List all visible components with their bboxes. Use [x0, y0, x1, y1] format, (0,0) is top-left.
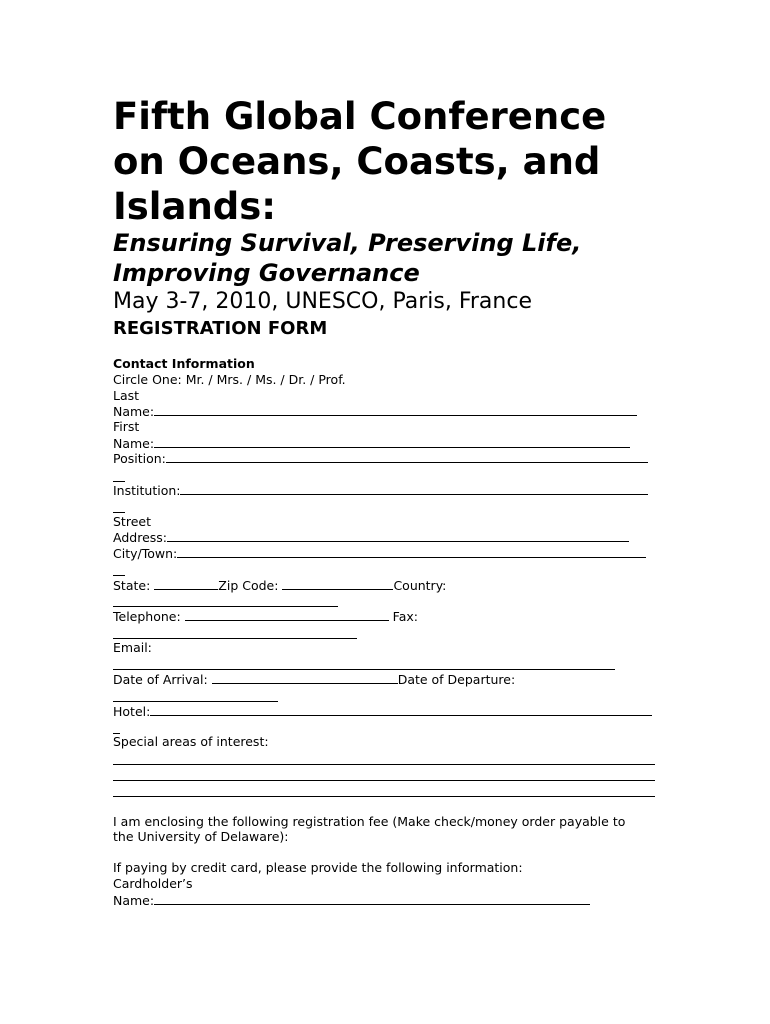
hotel-row [113, 703, 652, 720]
cardholder-label: Name: [113, 893, 155, 908]
last-name-label: Name: [113, 404, 155, 419]
city-field[interactable] [177, 545, 646, 558]
institution-row [113, 482, 648, 499]
zip-label: Zip Code: [218, 578, 279, 593]
departure-field[interactable] [113, 701, 278, 702]
interests-field-1[interactable] [113, 764, 655, 765]
last-name-label-top: Last [113, 388, 140, 403]
form-title: REGISTRATION FORM [113, 318, 328, 339]
arrival-field[interactable] [212, 671, 398, 684]
city-row [113, 545, 646, 562]
first-name-label: Name: [113, 436, 155, 451]
title-line-2: on Oceans, Coasts, and [113, 140, 601, 183]
cardholder-label-top: Cardholder’s [113, 876, 193, 891]
city-label: City/Town: [113, 546, 178, 561]
institution-field-wrap [113, 512, 125, 513]
subtitle-line-1: Ensuring Survival, Preserving Life, [113, 229, 582, 257]
conference-title [113, 94, 658, 229]
state-field[interactable] [154, 577, 218, 590]
arrival-departure-row [113, 671, 515, 688]
salutation-choice[interactable]: Circle One: Mr. / Mrs. / Ms. / Dr. / Prof. [113, 372, 346, 387]
conference-subtitle [113, 228, 658, 288]
fax-label: Fax: [392, 609, 418, 624]
zip-field[interactable] [282, 577, 393, 590]
title-line-3: Islands: [113, 185, 277, 228]
position-field[interactable] [166, 450, 648, 463]
interests-label: Special areas of interest: [113, 734, 269, 749]
last-name-field[interactable] [154, 403, 637, 416]
street-row [113, 529, 629, 546]
interests-field-2[interactable] [113, 780, 655, 781]
telephone-fax-row [113, 608, 418, 625]
hotel-label: Hotel: [113, 704, 151, 719]
email-label: Email: [113, 640, 152, 655]
conference-dates: May 3-7, 2010, UNESCO, Paris, France [113, 289, 532, 314]
position-row [113, 450, 648, 467]
interests-field-3[interactable] [113, 796, 655, 797]
first-name-label-top: First [113, 419, 140, 434]
state-zip-country-row [113, 577, 446, 594]
street-field[interactable] [167, 529, 629, 542]
cardholder-row [113, 892, 590, 909]
street-label: Address: [113, 530, 167, 545]
institution-field[interactable] [180, 482, 648, 495]
first-name-field[interactable] [154, 435, 630, 448]
contact-heading: Contact Information [113, 356, 255, 371]
title-line-1: Fifth Global Conference [113, 95, 607, 138]
subtitle-line-2: Improving Governance [113, 259, 420, 287]
hotel-field[interactable] [150, 703, 652, 716]
fax-field[interactable] [113, 638, 357, 639]
cardholder-field[interactable] [154, 892, 590, 905]
street-label-top: Street [113, 514, 151, 529]
telephone-field[interactable] [185, 608, 389, 621]
telephone-label: Telephone: [113, 609, 181, 624]
country-label: Country: [393, 578, 447, 593]
state-label: State: [113, 578, 151, 593]
fee-note-line-1: I am enclosing the following registration fee (Make check/money order payable to [113, 814, 626, 829]
arrival-label: Date of Arrival: [113, 672, 208, 687]
last-name-row [113, 403, 637, 420]
country-field[interactable] [113, 606, 338, 607]
institution-label: Institution: [113, 483, 181, 498]
card-intro: If paying by credit card, please provide the following information: [113, 860, 523, 875]
position-label: Position: [113, 451, 166, 466]
email-field[interactable] [113, 669, 615, 670]
fee-note-line-2: the University of Delaware): [113, 829, 289, 844]
city-field-wrap [113, 575, 125, 576]
departure-label: Date of Departure: [397, 672, 516, 687]
